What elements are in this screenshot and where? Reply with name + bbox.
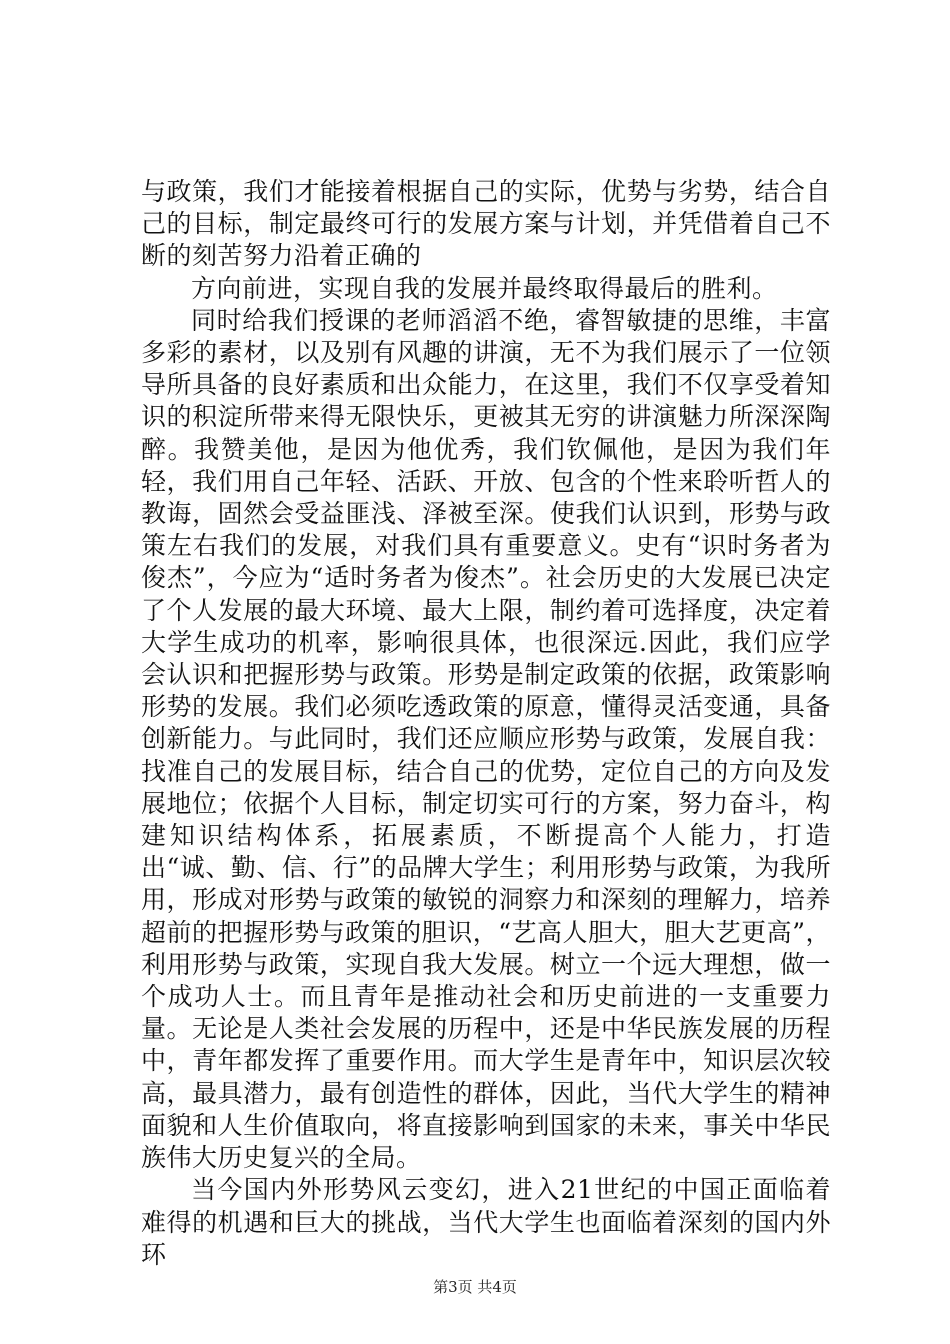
document-body: [141, 176, 831, 1271]
paragraph: 方向前进，实现自我的发展并最终取得最后的胜利。: [191, 273, 778, 303]
page-number-footer: 第3页 共4页: [433, 1278, 517, 1296]
paragraph-continuation: 与政策，我们才能接着根据自己的实际，优势与劣势，结合自己的目标，制定最终可行的发展方案与计划，并凭借着自己不断的刻苦努力沿着正确的: [141, 177, 831, 271]
paragraph: 当今国内外形势风云变幻，进入21世纪的中国正面临着难得的机遇和巨大的挑战，当代大学生也面临着深刻的国内外环: [141, 1175, 831, 1269]
paragraph: 同时给我们授课的老师滔滔不绝，睿智敏捷的思维，丰富多彩的素材，以及别有风趣的讲演，无不为我们展示了一位领导所具备的良好素质和出众能力，在这里，我们不仅享受着知识的积淀所带来得无限快乐，更被其无穷的讲演魅力所深深陶醉。我赞美他，是因为他优秀，我们钦佩他，是因为我们年轻，我们用自己年轻、活跃、开放、包含的个性来聆听哲人的教诲，固然会受益匪浅、泽被至深。使我们认识到，形势与政策左右我们的发展，对我们具有重要意义。史有“识时务者为俊杰”，今应为“适时务者为俊杰”。社会历史的大发展已决定了个人发展的最大环境、最大上限，制约着可选择度，决定着大学生成功的机率，影响很具体，也很深远.因此，我们应学会认识和把握形势与政策。形势是制定政策的依据，政策影响形势的发展。我们必须吃透政策的原意，懂得灵活变通，具备创新能力。与此同时，我们还应顺应形势与政策，发展自我：找准自己的发展目标，结合自己的优势，定位自己的方向及发展地位；依据个人目标，制定切实可行的方案，努力奋斗，构建知识结构体系，拓展素质，不断提高个人能力，打造出“诚、勤、信、行”的品牌大学生；利用形势与政策，为我所用，形成对形势与政策的敏锐的洞察力和深刻的理解力，培养超前的把握形势与政策的胆识，“艺高人胆大，胆大艺更高”，利用形势与政策，实现自我大发展。树立一个远大理想，做一个成功人士。而且青年是推动社会和历史前进的一支重要力量。无论是人类社会发展的历程中，还是中华民族发展的历程中，青年都发挥了重要作用。而大学生是青年中，知识层次较高，最具潜力，最有创造性的群体，因此，当代大学生的精神面貌和人生价值取向，将直接影响到国家的未来，事关中华民族伟大历史复兴的全局。: [141, 305, 831, 1173]
